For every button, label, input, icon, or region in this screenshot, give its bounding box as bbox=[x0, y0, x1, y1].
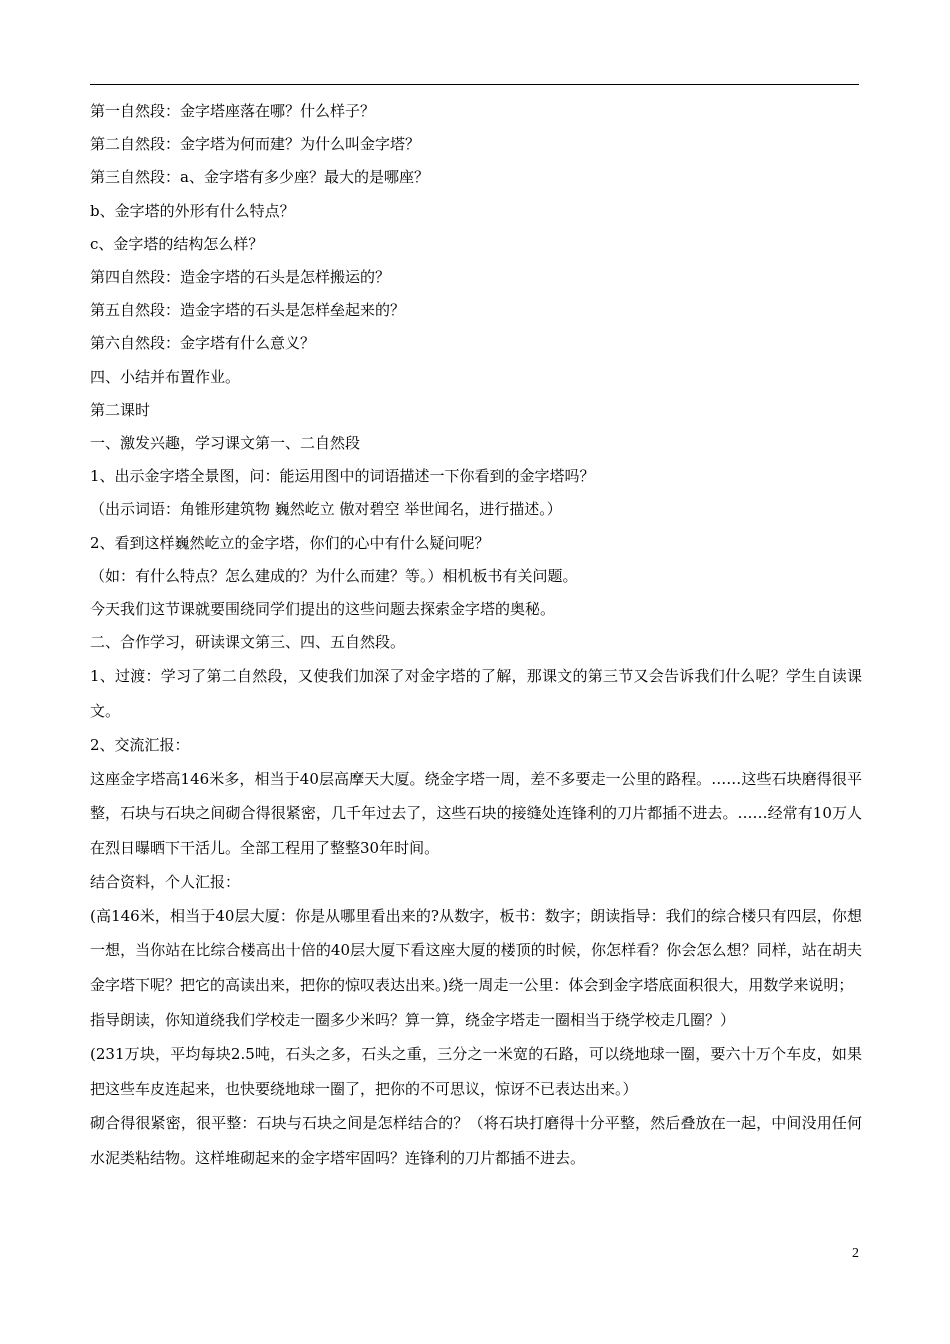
paragraph: （如：有什么特点？怎么建成的？为什么而建？等。）相机板书有关问题。 bbox=[90, 566, 578, 585]
paragraph: 指导朗读，你知道绕我们学校走一圈多少米吗？算一算，绕金字塔走一圈相当于绕学校走几圈？） bbox=[90, 1010, 736, 1029]
paragraph: 今天我们这节课就要围绕同学们提出的这些问题去探索金字塔的奥秘。 bbox=[90, 600, 556, 619]
paragraph: 第一自然段：金字塔座落在哪？什么样子？ bbox=[90, 102, 376, 120]
paragraph: 第五自然段：造金字塔的石头是怎样垒起来的？ bbox=[90, 301, 406, 320]
paragraph: 2、交流汇报： bbox=[90, 735, 190, 754]
paragraph: (231万块，平均每块2.5吨，石头之多，石头之重，三分之一米宽的石路，可以绕地球一圈，要六十万个车皮，如果把这些车皮连起来，也快要绕地球一圈了，把你的不可思议，惊讶不已表达出来。） bbox=[90, 1045, 862, 1098]
paragraph: （出示词语：角锥形建筑物 巍然屹立 傲对碧空 举世闻名，进行描述。） bbox=[90, 500, 562, 519]
paragraph: 这座金字塔高146米多，相当于40层高摩天大厦。绕金字塔一周，差不多要走一公里的路程。……这些石块磨得很平整，石块与石块之间砌合得很紧密，几千年过去了，这些石块的接缝处连锋利的刀片都插不进去。……经常有10万人在烈日曝晒下干活儿。全部工程用了整整30年时间。 bbox=[90, 769, 862, 858]
lesson-heading: 第二课时 bbox=[90, 400, 151, 419]
section-heading: 一、激发兴趣，学习课文第一、二自然段 bbox=[90, 434, 361, 453]
header-rule bbox=[90, 84, 859, 85]
paragraph: 第四自然段：造金字塔的石头是怎样搬运的？ bbox=[90, 268, 391, 287]
section-heading: 四、小结并布置作业。 bbox=[90, 367, 241, 386]
paragraph: 第六自然段：金字塔有什么意义？ bbox=[90, 334, 316, 353]
paragraph: 2、看到这样巍然屹立的金字塔，你们的心中有什么疑问呢？ bbox=[90, 533, 490, 552]
page-number: 2 bbox=[852, 1246, 859, 1261]
paragraph: 第二自然段：金字塔为何而建？为什么叫金字塔？ bbox=[90, 135, 421, 154]
paragraph: (高146米，相当于40层大厦：你是从哪里看出来的?从数字，板书：数字；朗读指导：我们的综合楼只有四层，你想一想，当你站在比综合楼高出十倍的40层大厦下看这座大厦的楼顶的时候，你怎样看？你会怎么想？同样，站在胡夫金字塔下呢？把它的高读出来，把你的惊叹表达出来。)绕一周走一公里：体会到金字塔底面积很大，用数学来说明； bbox=[90, 906, 862, 995]
paragraph: b、金字塔的外形有什么特点？ bbox=[90, 201, 295, 220]
section-heading: 二、合作学习，研读课文第三、四、五自然段。 bbox=[90, 633, 406, 652]
paragraph: 结合资料，个人汇报： bbox=[90, 872, 241, 891]
paragraph: c、金字塔的结构怎么样？ bbox=[90, 234, 264, 253]
body-text bbox=[90, 95, 862, 1176]
paragraph: 1、出示金字塔全景图，问：能运用图中的词语描述一下你看到的金字塔吗？ bbox=[90, 467, 595, 486]
paragraph: 砌合得很紧密，很平整：石块与石块之间是怎样结合的？（将石块打磨得十分平整，然后叠放在一起，中间没用任何水泥类粘结物。这样堆砌起来的金字塔牢固吗？连锋利的刀片都插不进去。 bbox=[90, 1114, 862, 1167]
paragraph: 1、过渡：学习了第二自然段，又使我们加深了对金字塔的了解，那课文的第三节又会告诉我们什么呢？学生自读课文。 bbox=[90, 667, 862, 721]
paragraph: 第三自然段：a、金字塔有多少座？最大的是哪座？ bbox=[90, 168, 429, 187]
